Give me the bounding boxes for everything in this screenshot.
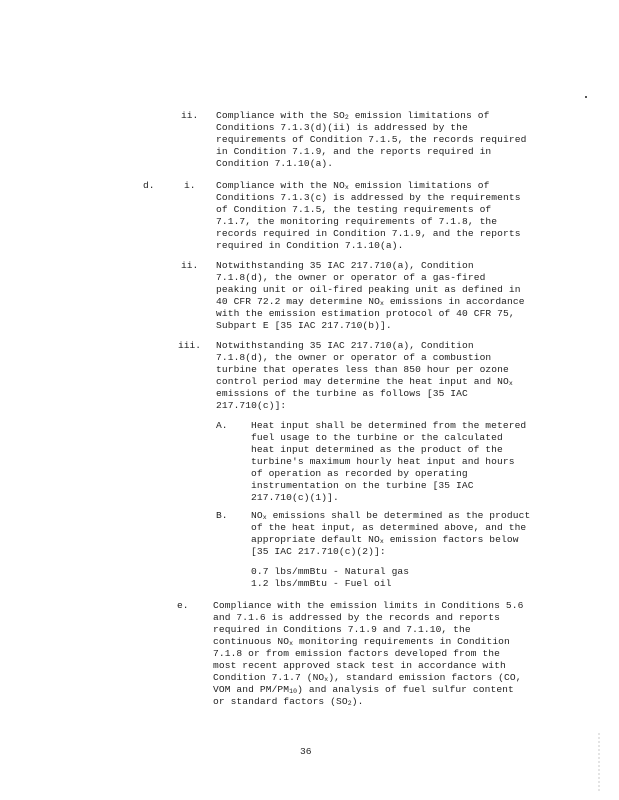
scan-speck <box>585 96 587 98</box>
text-line: emissions of the turbine as follows [35 IAC <box>216 388 468 399</box>
text-line: turbine that operates less than 850 hour per ozone <box>216 364 509 375</box>
text-line: of Condition 7.1.5, the testing requirements of <box>216 204 492 215</box>
text-line: turbine's maximum hourly heat input and hours <box>251 456 515 467</box>
text-line: 40 CFR 72.2 may determine $NO_x$ emissions in accordance <box>216 296 525 307</box>
text-line: 7.1.8 or from emission factors developed from the <box>213 648 501 659</box>
text-line: VOM and $PM/PM_{10}$) and analysis of fuel sulfur content <box>213 684 514 695</box>
item-label-e: e. <box>177 600 189 611</box>
text-line: 7.1.8(d), the owner or operator of a combustion <box>216 352 492 363</box>
text-line: 217.710(c)]: <box>216 400 287 411</box>
text-line: or standard factors $(SO_2)$. <box>213 696 364 707</box>
text-line: Compliance with the emission limits in Conditions 5.6 <box>213 600 524 611</box>
text-line: required in Condition 7.1.10(a). <box>216 240 404 251</box>
text-line: continuous $NO_x$ monitoring requirements in Condition <box>213 636 510 647</box>
text-line: control period may determine the heat input and $NO_x$ <box>216 376 513 387</box>
emission-factor-gas: 0.7 lbs/mmBtu - Natural gas <box>251 566 410 577</box>
text-line: Compliance with the $SO_2$ emission limitations of <box>216 110 490 121</box>
text-line: $NO_x$ emissions shall be determined as the product <box>251 510 531 521</box>
item-label-B: B. <box>216 510 228 521</box>
page-number: 36 <box>300 746 312 757</box>
text-line: of operation as recorded by operating <box>251 468 468 479</box>
text-line: 7.1.7, the monitoring requirements of 7.1.8, the <box>216 216 498 227</box>
text-line: Notwithstanding 35 IAC 217.710(a), Condition <box>216 340 474 351</box>
text-line: required in Conditions 7.1.9 and 7.1.10, the <box>213 624 471 635</box>
text-line: Compliance with the $NO_x$ emission limitations of <box>216 180 490 191</box>
emission-factor-oil: 1.2 lbs/mmBtu - Fuel oil <box>251 578 392 589</box>
text-line: instrumentation on the turbine [35 IAC <box>251 480 474 491</box>
text-line: Heat input shall be determined from the metered <box>251 420 527 431</box>
text-line: Condition 7.1.10(a). <box>216 158 334 169</box>
item-label-d-iii: iii. <box>178 340 202 351</box>
text-line: peaking unit or oil-fired peaking unit as defined in <box>216 284 521 295</box>
text-line: Conditions 7.1.3(c) is addressed by the requirements <box>216 192 521 203</box>
text-line: and 7.1.6 is addressed by the records and reports <box>213 612 501 623</box>
text-line: most recent approved stack test in accordance with <box>213 660 506 671</box>
text-line: Notwithstanding 35 IAC 217.710(a), Condition <box>216 260 474 271</box>
text-line: requirements of Condition 7.1.5, the records required <box>216 134 527 145</box>
text-line: heat input determined as the product of the <box>251 444 503 455</box>
item-label-ii: ii. <box>181 110 199 121</box>
item-label-d-ii: ii. <box>181 260 199 271</box>
text-line: Subpart E [35 IAC 217.710(b)]. <box>216 320 392 331</box>
item-label-d: d. <box>143 180 155 191</box>
item-label-d-i: i. <box>184 180 196 191</box>
text-line: appropriate default $NO_x$ emission factors below <box>251 534 519 545</box>
text-line: of the heat input, as determined above, and the <box>251 522 527 533</box>
text-line: in Condition 7.1.9, and the reports required in <box>216 146 492 157</box>
text-line: fuel usage to the turbine or the calculated <box>251 432 503 443</box>
text-line: with the emission estimation protocol of 40 CFR 75, <box>216 308 515 319</box>
text-line: 7.1.8(d), the owner or operator of a gas-fired <box>216 272 486 283</box>
text-line: Condition 7.1.7 $(NO_x)$, standard emission factors (CO, <box>213 672 522 683</box>
item-label-A: A. <box>216 420 228 431</box>
text-line: Conditions 7.1.3(d)(ii) is addressed by the <box>216 122 468 133</box>
text-line: 217.710(c)(1)]. <box>251 492 339 503</box>
text-line: [35 IAC 217.710(c)(2)]: <box>251 546 386 557</box>
scan-margin-specks <box>596 732 602 792</box>
text-line: records required in Condition 7.1.9, and the reports <box>216 228 521 239</box>
